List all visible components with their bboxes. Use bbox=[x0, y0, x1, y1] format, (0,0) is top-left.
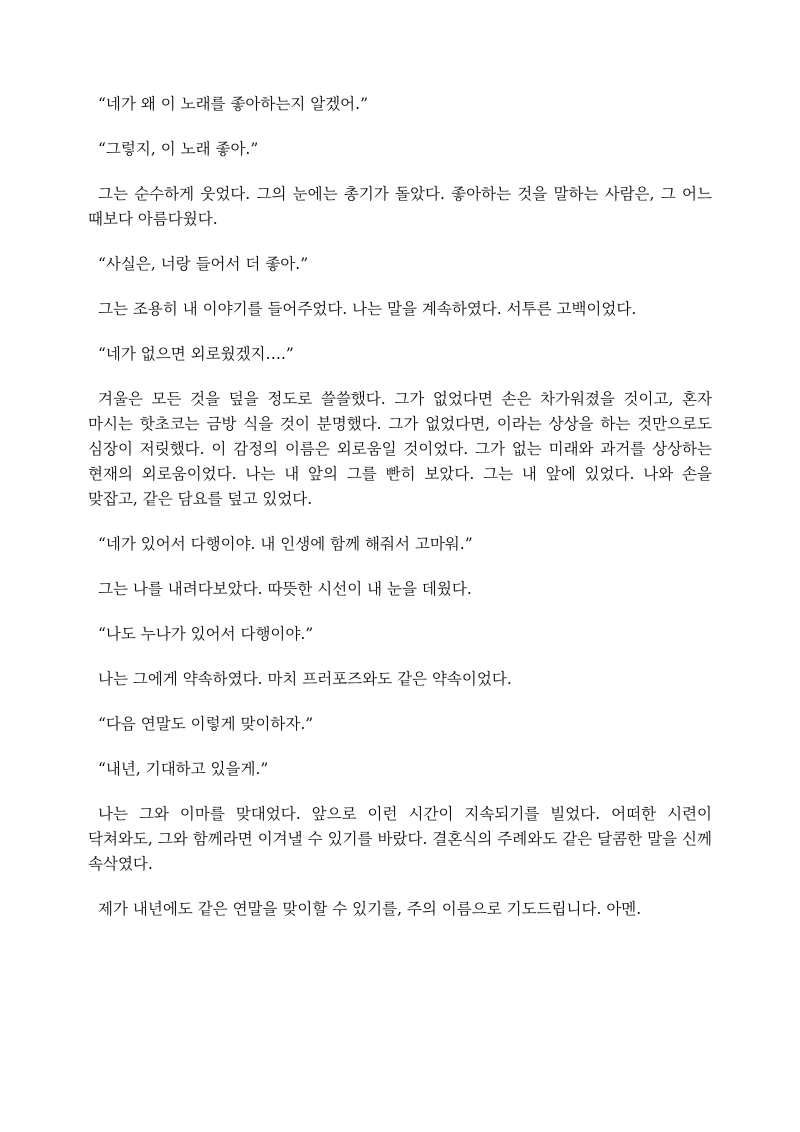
paragraph-11: 나는 그에게 약속하였다. 마치 프러포즈와도 같은 약속이었다. bbox=[98, 670, 512, 688]
paragraph-4: “사실은, 너랑 들어서 더 좋아.” bbox=[98, 255, 309, 273]
paragraph-1: “네가 왜 이 노래를 좋아하는지 알겠어.” bbox=[98, 95, 369, 113]
paragraph-12: “다음 연말도 이렇게 맞이하자.” bbox=[98, 715, 314, 733]
paragraph-8: “네가 있어서 다행이야. 내 인생에 함께 해줘서 고마워.” bbox=[98, 535, 473, 553]
paragraph-9: 그는 나를 내려다보았다. 따뜻한 시선이 내 눈을 데웠다. bbox=[98, 580, 472, 598]
paragraph-5: 그는 조용히 내 이야기를 들어주었다. 나는 말을 계속하였다. 서투른 고백이었다. bbox=[98, 300, 637, 318]
paragraph-13: “내년, 기대하고 있을게.” bbox=[98, 760, 269, 778]
paragraph-15: 제가 내년에도 같은 연말을 맞이할 수 있기를, 주의 이름으로 기도드립니다. 아멘. bbox=[98, 900, 642, 918]
paragraph-7: 겨울은 모든 것을 덮을 정도로 쓸쓸했다. 그가 없었다면 손은 차가워졌을 것이고, 혼자 마시는 핫초코는 금방 식을 것이 분명했다. 그가 없었다면, 이라는 상상을 하는 것만으로도 심장이 저릿했다. 이 감정의 이름은 외로움일 것이었다. 그가 없는 미래와 과거를 상상하는 현재의 외로움이었다. 나는 내 앞의 그를 빤히 보았다. 그는 내 앞에 있었다. 나와 손을 맞잡고, 같은 담요를 덮고 있었다. bbox=[88, 390, 712, 508]
paragraph-3: 그는 순수하게 웃었다. 그의 눈에는 총기가 돌았다. 좋아하는 것을 말하는 사람은, 그 어느 때보다 아름다웠다. bbox=[88, 185, 712, 228]
paragraph-6: “네가 없으면 외로웠겠지….” bbox=[98, 345, 294, 363]
paragraph-2: “그렇지, 이 노래 좋아.” bbox=[98, 140, 259, 158]
paragraph-14: 나는 그와 이마를 맞대었다. 앞으로 이런 시간이 지속되기를 빌었다. 어떠한 시련이 닥쳐와도, 그와 함께라면 이겨낼 수 있기를 바랐다. 결혼식의 주례와도 같은 달콤한 말을 신께 속삭였다. bbox=[88, 805, 712, 873]
paragraph-10: “나도 누나가 있어서 다행이야.” bbox=[98, 625, 314, 643]
